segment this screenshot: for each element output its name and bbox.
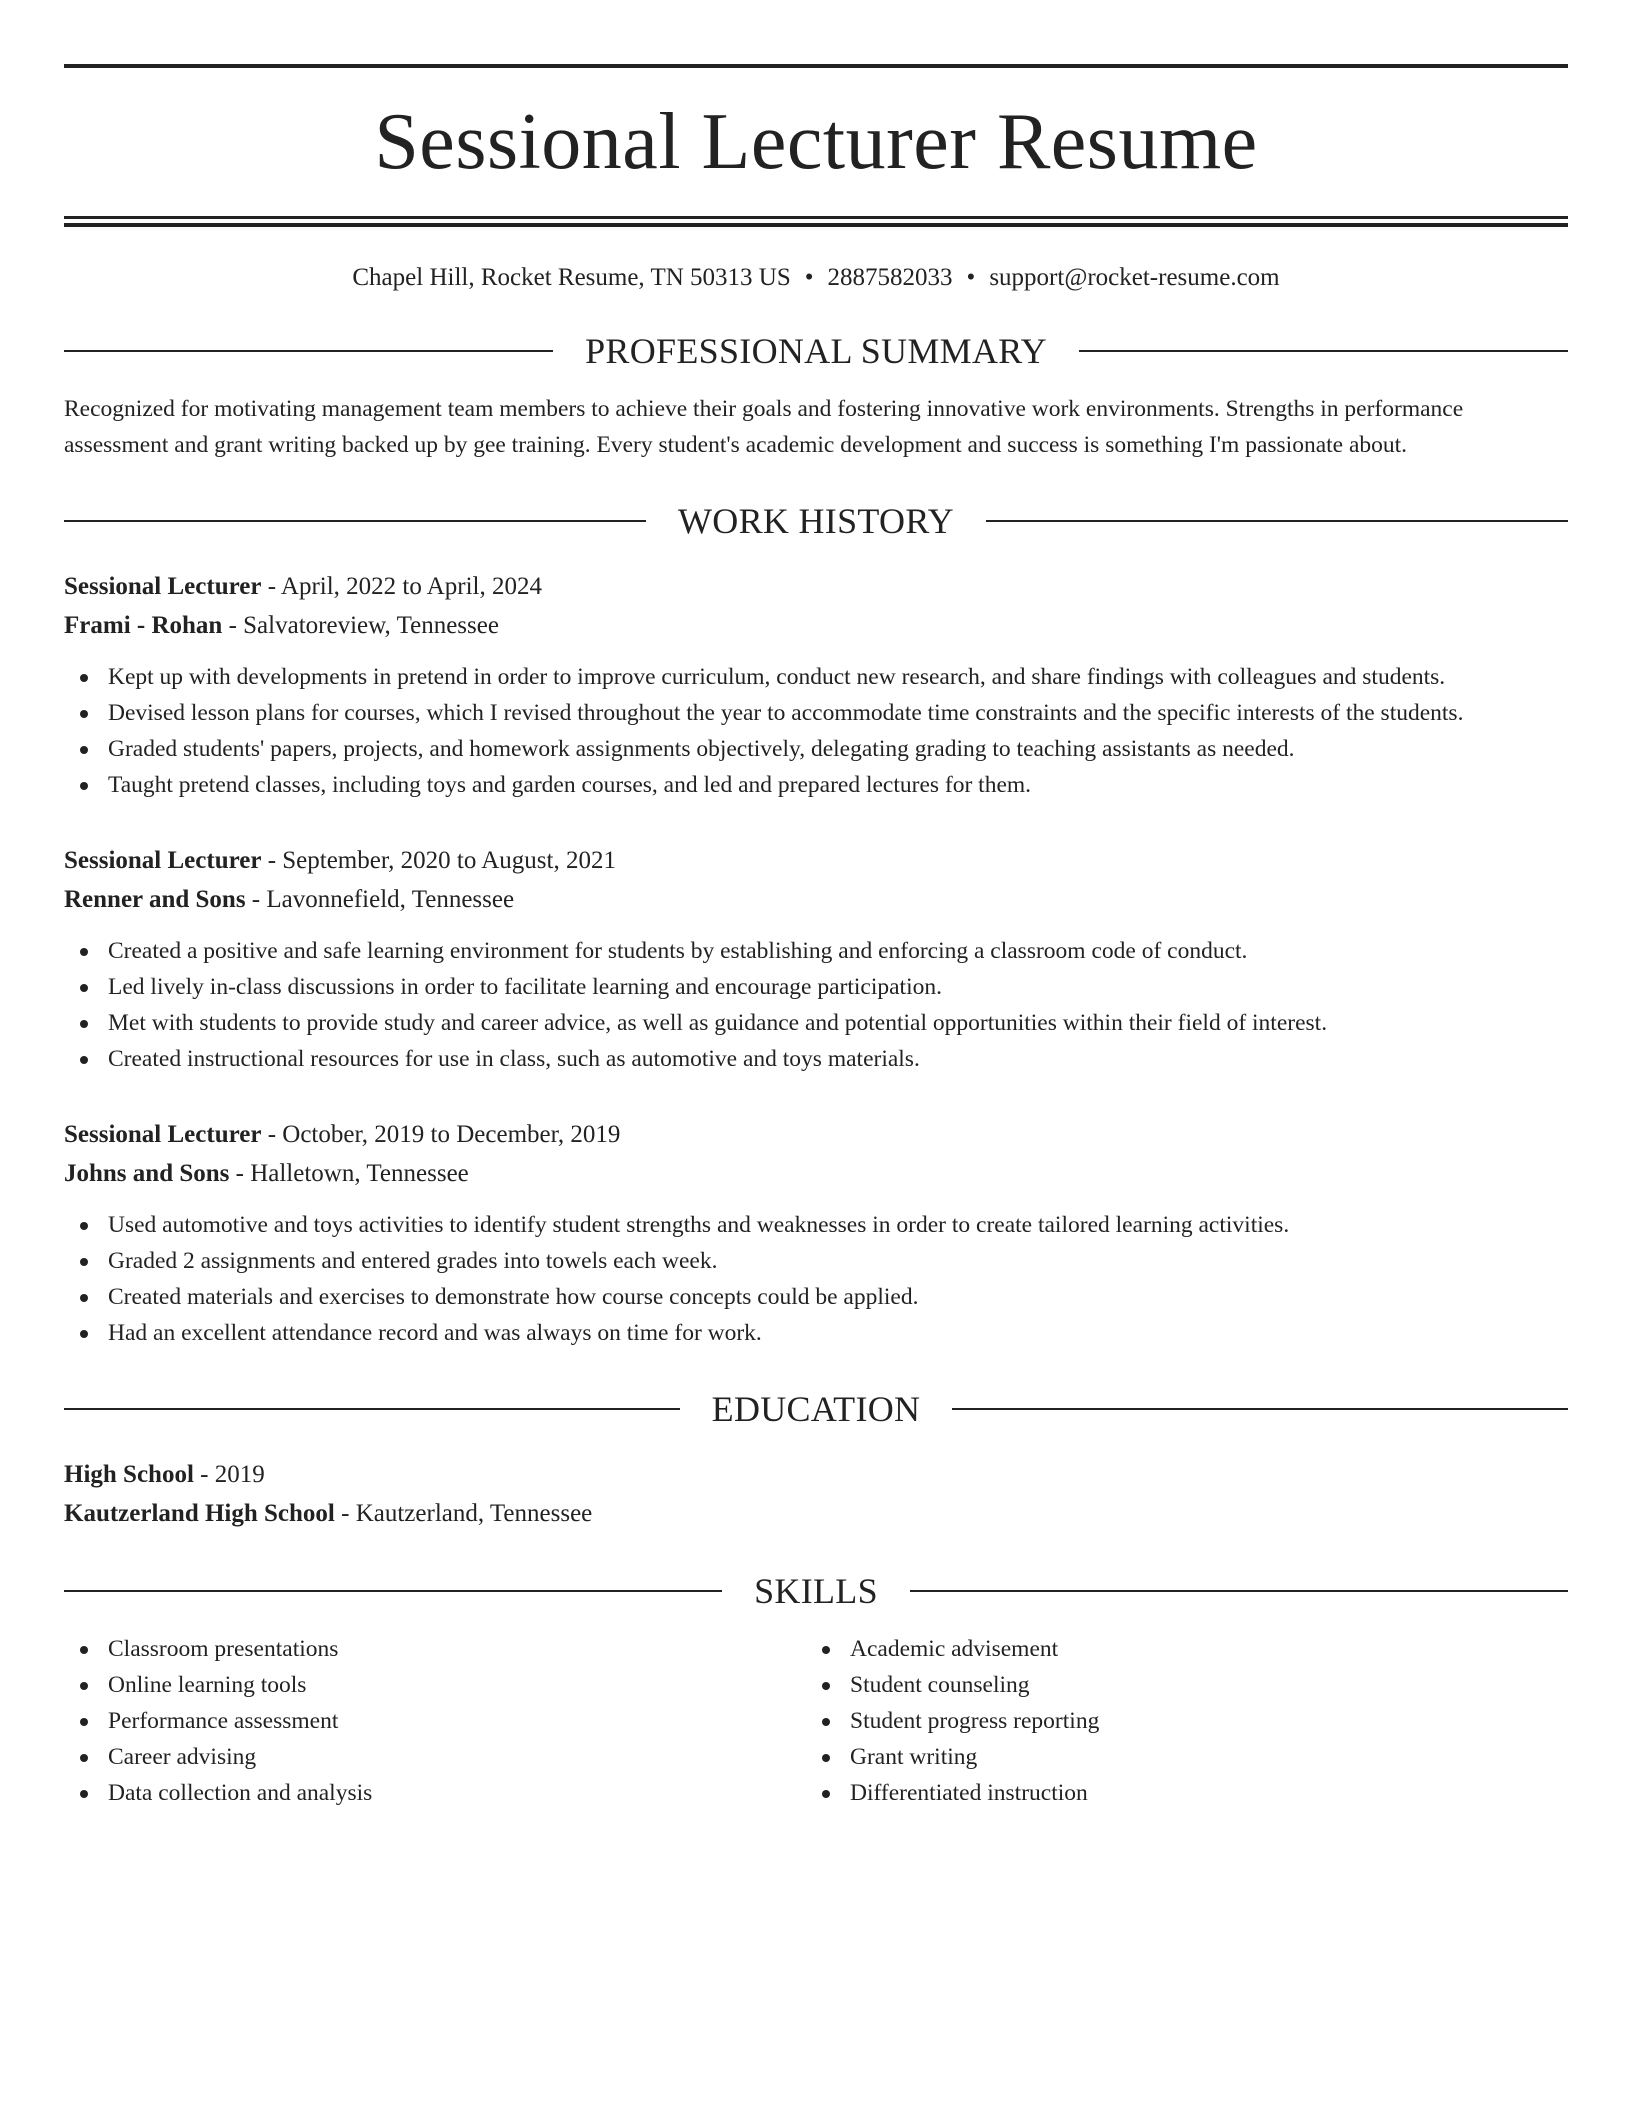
list-item: Led lively in-class discussions in order to facilitate learning and encourage participation. (64, 969, 1568, 1005)
education-degree: High School (64, 1461, 194, 1488)
top-rule (64, 64, 1568, 68)
education-entry (64, 1455, 1568, 1533)
job-location: - Halletown, Tennessee (229, 1160, 469, 1187)
job-entry (64, 841, 1568, 1077)
list-item: Had an excellent attendance record and was always on time for work. (64, 1315, 1568, 1351)
skill-item: Classroom presentations (64, 1631, 806, 1667)
section-rule-left (64, 1408, 680, 1410)
list-item: Created instructional resources for use in class, such as automotive and toys materials. (64, 1041, 1568, 1077)
contact-address: Chapel Hill, Rocket Resume, TN 50313 US (352, 264, 791, 291)
list-item: Created materials and exercises to demonstrate how course concepts could be applied. (64, 1279, 1568, 1315)
contact-phone: 2887582033 (827, 264, 953, 291)
job-title-line (64, 1115, 1568, 1154)
skill-item: Student progress reporting (806, 1703, 1568, 1739)
contact-email: support@rocket-resume.com (989, 264, 1280, 291)
skill-item: Differentiated instruction (806, 1775, 1568, 1811)
section-rule-left (64, 520, 646, 522)
job-company-line (64, 606, 1568, 645)
title-double-rule (64, 216, 1568, 227)
list-item: Created a positive and safe learning environment for students by establishing and enforcing a classroom code of conduct. (64, 933, 1568, 969)
skill-item: Online learning tools (64, 1667, 806, 1703)
section-title: EDUCATION (711, 1389, 921, 1429)
work-history-list (64, 567, 1568, 1351)
job-bullets (64, 659, 1568, 803)
contact-separator: • (966, 264, 976, 291)
section-rule-right (910, 1590, 1568, 1592)
section-title: WORK HISTORY (678, 501, 954, 541)
section-header-skills (64, 1573, 1568, 1609)
job-title: Sessional Lecturer (64, 847, 262, 874)
contact-line (64, 263, 1568, 293)
contact-separator: • (804, 264, 814, 291)
skill-item: Student counseling (806, 1667, 1568, 1703)
job-title: Sessional Lecturer (64, 1121, 262, 1148)
job-company: Johns and Sons (64, 1160, 230, 1187)
skill-item: Grant writing (806, 1739, 1568, 1775)
skill-item: Career advising (64, 1739, 806, 1775)
job-location: - Lavonnefield, Tennessee (245, 886, 515, 913)
skill-item: Academic advisement (806, 1631, 1568, 1667)
job-bullets (64, 1207, 1568, 1351)
section-title: SKILLS (754, 1571, 878, 1611)
job-dates: - September, 2020 to August, 2021 (261, 847, 616, 874)
job-location: - Salvatoreview, Tennessee (222, 612, 499, 639)
skill-item: Data collection and analysis (64, 1775, 806, 1811)
list-item: Graded students' papers, projects, and homework assignments objectively, delegating grading to teaching assistants as needed. (64, 731, 1568, 767)
section-rule-left (64, 1590, 722, 1592)
job-title-line (64, 567, 1568, 606)
job-title-line (64, 841, 1568, 880)
education-year: - 2019 (193, 1461, 265, 1488)
list-item: Devised lesson plans for courses, which I revised throughout the year to accommodate time constraints and the specific interests of the students. (64, 695, 1568, 731)
list-item: Graded 2 assignments and entered grades into towels each week. (64, 1243, 1568, 1279)
skill-item: Performance assessment (64, 1703, 806, 1739)
skills-column-left (64, 1631, 806, 1811)
education-school: Kautzerland High School (64, 1500, 335, 1527)
section-title: PROFESSIONAL SUMMARY (585, 331, 1047, 371)
job-title: Sessional Lecturer (64, 573, 262, 600)
list-item: Taught pretend classes, including toys and garden courses, and led and prepared lectures for them. (64, 767, 1568, 803)
section-rule-left (64, 350, 553, 352)
skills-column-right (806, 1631, 1568, 1811)
section-header-education (64, 1391, 1568, 1427)
job-bullets (64, 933, 1568, 1077)
list-item: Kept up with developments in pretend in order to improve curriculum, conduct new research, and share findings with colleagues and students. (64, 659, 1568, 695)
education-school-line (64, 1494, 1568, 1533)
education-degree-line (64, 1455, 1568, 1494)
skills-grid (64, 1631, 1568, 1811)
job-entry (64, 567, 1568, 803)
section-rule-right (1079, 350, 1568, 352)
section-rule-right (952, 1408, 1568, 1410)
job-dates: - April, 2022 to April, 2024 (261, 573, 542, 600)
job-entry (64, 1115, 1568, 1351)
job-company: Frami - Rohan (64, 612, 223, 639)
job-company: Renner and Sons (64, 886, 246, 913)
section-header-work (64, 503, 1568, 539)
job-company-line (64, 1154, 1568, 1193)
list-item: Used automotive and toys activities to identify student strengths and weaknesses in order to create tailored learning activities. (64, 1207, 1568, 1243)
page-title: Sessional Lecturer Resume (374, 98, 1258, 186)
summary-text: Recognized for motivating management team members to achieve their goals and fostering innovative work environments. Strengths in performance assessment and grant writing backed up by gee training. Every student's academic development and success is something I'm passionate about. (64, 396, 1464, 458)
education-location: - Kautzerland, Tennessee (334, 1500, 593, 1527)
job-company-line (64, 880, 1568, 919)
section-header-summary (64, 333, 1568, 369)
section-rule-right (986, 520, 1568, 522)
job-dates: - October, 2019 to December, 2019 (261, 1121, 621, 1148)
list-item: Met with students to provide study and career advice, as well as guidance and potential opportunities within their field of interest. (64, 1005, 1568, 1041)
